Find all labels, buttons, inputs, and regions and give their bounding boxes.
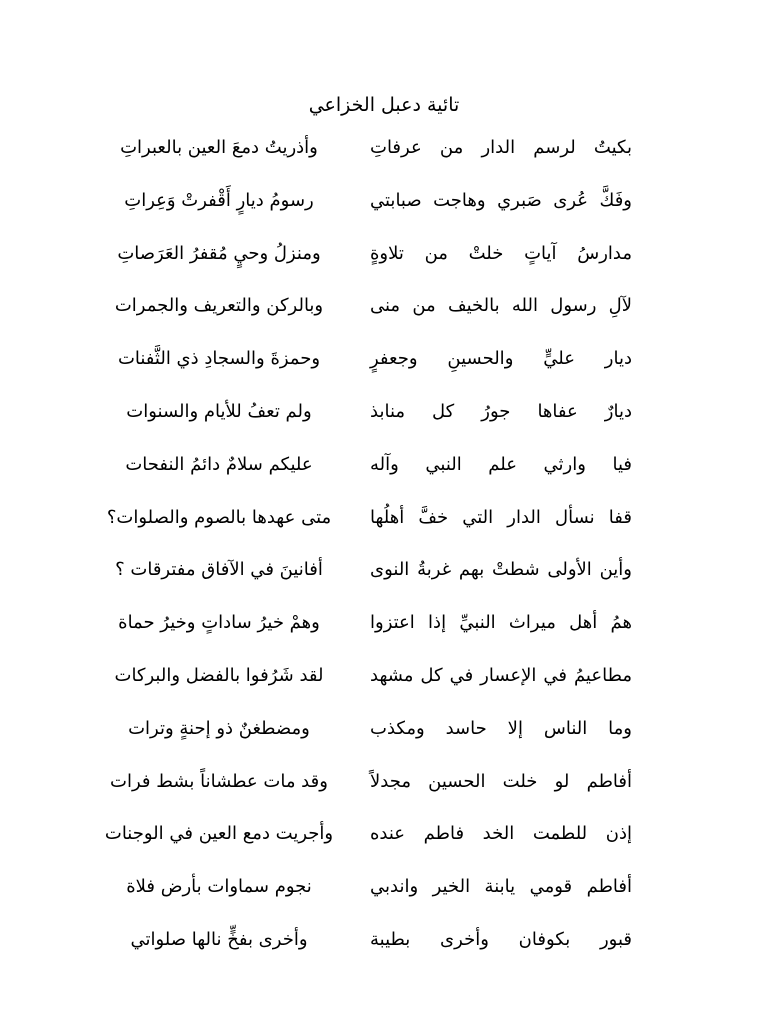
verse-line [0, 186, 768, 239]
verse-line [0, 714, 768, 767]
verse-line [0, 819, 768, 872]
verse-line [0, 555, 768, 608]
verse-second-hemistich: ومضطغنٌ ذو إحنةٍ وترات [128, 717, 310, 739]
poem-title: تائية دعبل الخزاعي [308, 94, 460, 116]
verse-second-hemistich: ولم تعفُ للأيام والسنوات [126, 400, 312, 422]
verse-first-hemistich: وما الناس إلا حاسد ومكذب [370, 717, 632, 739]
verse-second-hemistich: ومنزلُ وحيٍ مُقفرُ العَرَصاتِ [117, 242, 321, 264]
verse-line [0, 503, 768, 556]
verse-first-hemistich: قفا نسأل الدار التي خفَّ أهلُها [370, 506, 632, 528]
verse-second-hemistich: وأذريتُ دمعَ العين بالعبراتِ [120, 137, 318, 158]
verse-first-hemistich: ديار عليٍّ والحسينِ وجعفرٍ [370, 348, 632, 370]
verse-first-hemistich: إذن للطمت الخد فاطم عنده [370, 823, 632, 845]
verse-second-hemistich: عليكم سلامٌ دائمُ النفحات [125, 453, 313, 475]
poem-verses [0, 133, 768, 978]
verse-first-hemistich: بكيتُ لرسم الدار من عرفاتِ [370, 137, 632, 158]
verse-first-hemistich: أفاطم لو خلت الحسين مجدلاً [370, 770, 632, 792]
verse-first-hemistich: قبور بكوفان وأخرى بطيبة [370, 928, 632, 950]
verse-second-hemistich: وقد مات عطشاناً بشط فرات [110, 770, 328, 792]
verse-second-hemistich: وأخرى بفخٍّ نالها صلواتي [130, 928, 308, 950]
verse-second-hemistich: رسومُ ديارٍ أَقْفرتْ وَعِراتِ [124, 189, 314, 211]
verse-second-hemistich: وأجريت دمع العين في الوجنات [104, 823, 334, 845]
verse-second-hemistich: نجوم سماوات بأرض فلاة [126, 876, 312, 898]
verse-second-hemistich: أفانينَ في الآفاق مفترقات ؟ [115, 559, 323, 581]
verse-second-hemistich: متى عهدها بالصوم والصلوات؟ [106, 506, 332, 528]
verse-line [0, 450, 768, 503]
verse-first-hemistich: وأين الأولى شطتْ بهم غربةُ النوى [370, 559, 632, 581]
verse-line [0, 291, 768, 344]
verse-second-hemistich: وهمْ خيرُ ساداتٍ وخيرُ حماة [118, 612, 320, 634]
verse-line [0, 397, 768, 450]
verse-first-hemistich: فيا وارثي علم النبي وآله [370, 453, 632, 475]
verse-line [0, 344, 768, 397]
verse-line [0, 239, 768, 292]
verse-line [0, 767, 768, 820]
verse-first-hemistich: مدارسُ آياتٍ خلتْ من تلاوةٍ [370, 242, 632, 264]
verse-second-hemistich: وحمزةَ والسجادِ ذي الثَّفنات [117, 348, 321, 370]
verse-line [0, 661, 768, 714]
verse-line [0, 608, 768, 661]
verse-first-hemistich: وفَكَّ عُرى صَبري وهاجت صبابتي [370, 189, 632, 211]
verse-first-hemistich: أفاطم قومي يابنة الخير واندبي [370, 876, 632, 898]
verse-line [0, 133, 768, 186]
verse-line [0, 872, 768, 925]
verse-first-hemistich: مطاعيمُ في الإعسار في كل مشهد [370, 664, 632, 686]
verse-first-hemistich: لآلِ رسول الله بالخيف من منى [370, 295, 632, 317]
verse-first-hemistich: همُ أهل ميراث النبيِّ إذا اعتزوا [370, 612, 632, 634]
verse-first-hemistich: ديارٌ عفاها جورُ كل منابذ [370, 400, 632, 422]
verse-second-hemistich: لقد شَرُفوا بالفضل والبركات [114, 664, 324, 686]
verse-line [0, 925, 768, 978]
verse-second-hemistich: وبالركن والتعريف والجمرات [114, 295, 324, 317]
